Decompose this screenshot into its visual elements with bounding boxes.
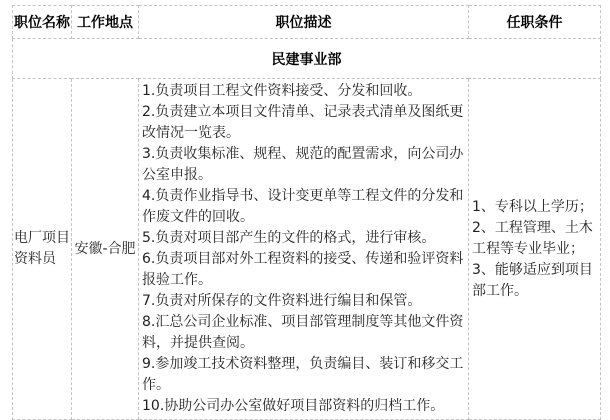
description-item: 7.负责对所保存的文件资料进行编目和保管。 [142, 293, 422, 309]
requirement-item: 2、工程管理、土木工程等专业毕业； [472, 219, 593, 257]
description-item: 2.负责建立本项目文件清单、记录表式清单及图纸更改情况一览表。 [142, 104, 464, 141]
description-cell [139, 79, 469, 420]
department-name: 民建事业部 [13, 39, 601, 79]
description-item: 3.负责收集标准、规程、规范的配置需求，向公司办公室申报。 [142, 146, 464, 183]
table-header-row [13, 6, 601, 39]
description-item: 9.参加竣工技术资料整理，负责编目、装订和移交工作。 [142, 356, 464, 393]
department-row [13, 39, 601, 79]
description-item: 5.负责对项目部产生的文件的格式，进行审核。 [142, 230, 436, 246]
description-item: 4.负责作业指导书、设计变更单等工程文件的分发和作废文件的回收。 [142, 188, 464, 225]
requirements-cell [469, 79, 601, 420]
column-header-position: 职位名称 [13, 6, 72, 39]
description-item: 1.负责项目工程文件资料接受、分发和回收。 [142, 83, 422, 99]
requirement-item: 1、专科以上学历； [472, 198, 593, 215]
description-item: 6.负责项目部对外工程资料的接受、传递和验评资料报验工作。 [142, 251, 464, 288]
column-header-requirements: 任职条件 [469, 6, 601, 39]
column-header-location: 工作地点 [72, 6, 139, 39]
position-name-cell: 电厂项目资料员 [13, 79, 72, 420]
location-cell: 安徽-合肥 [72, 79, 139, 420]
description-item: 10.协助公司办公室做好项目部资料的归档工作。 [142, 398, 445, 414]
column-header-description: 职位描述 [139, 6, 469, 39]
job-row [13, 79, 601, 420]
job-listing-table [12, 5, 601, 420]
description-item: 8.汇总公司企业标准、项目部管理制度等其他文件资料，并提供查阅。 [142, 314, 464, 351]
requirement-item: 3、能够适应到项目部工作。 [472, 261, 593, 299]
